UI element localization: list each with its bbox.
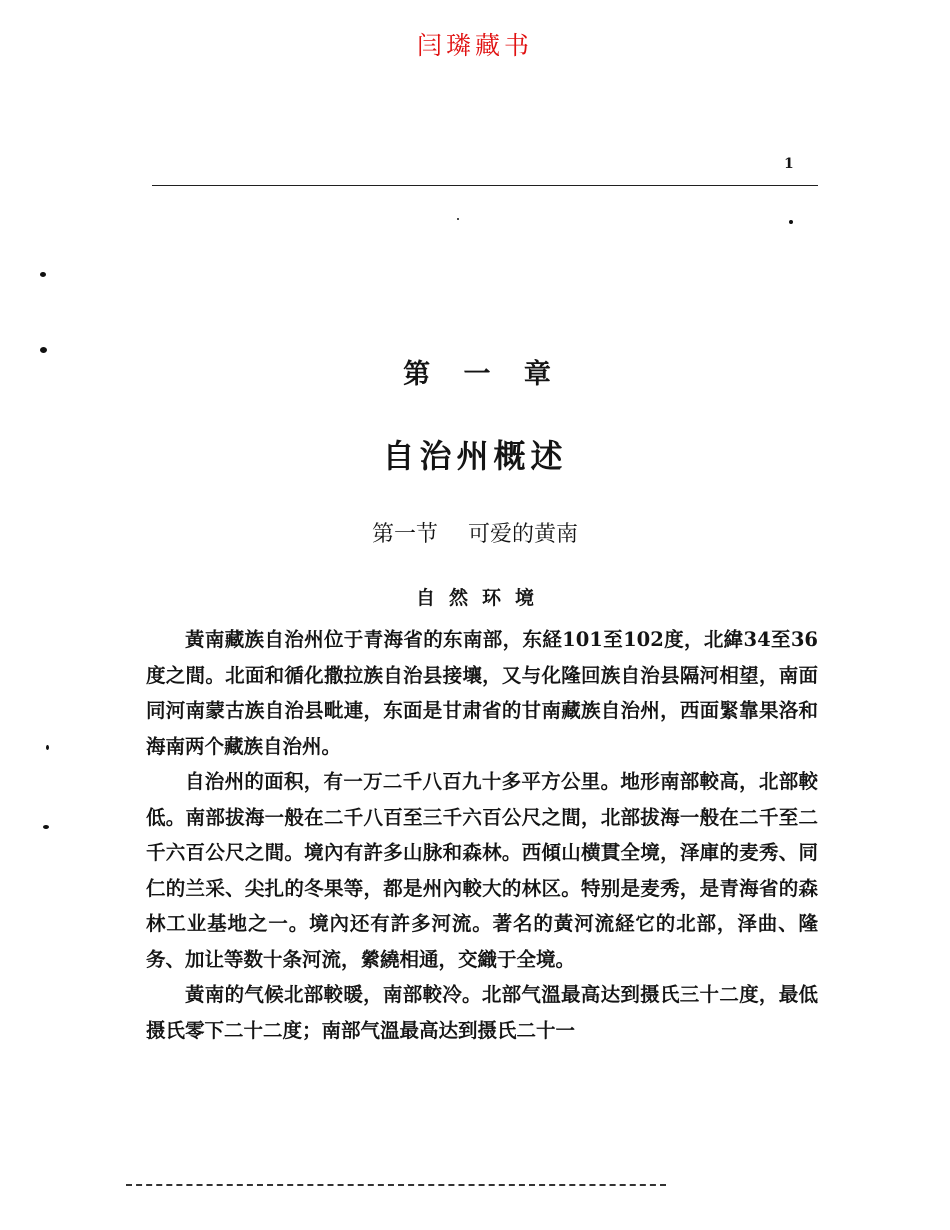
scan-speck bbox=[457, 218, 459, 220]
scan-speck bbox=[40, 347, 47, 353]
scan-speck bbox=[46, 745, 49, 750]
footer-rule bbox=[126, 1184, 666, 1186]
header-rule bbox=[152, 185, 818, 186]
paragraph: 黃南藏族自治州位于青海省的东南部，东経101至102度，北緯34至36度之間。北面和循化撒拉族自治县接壤，又与化隆回族自治县隔河相望，南面同河南蒙古族自治县毗連，东面是甘肃省的甘南藏族自治州，西面緊靠果洛和海南两个藏族自治州。 bbox=[146, 628, 818, 758]
subsection-title: 自然环境 bbox=[415, 587, 548, 609]
scan-speck bbox=[43, 825, 49, 829]
section-number: 第一节 bbox=[371, 522, 438, 547]
paragraph: 自治州的面积，有一万二千八百九十多平方公里。地形南部較高，北部較低。南部拔海一般在二千八百至三千六百公尺之間，北部拔海一般在二千至二千六百公尺之間。境內有許多山脉和森林。西傾山横貫全境，泽庫的麦秀、同仁的兰采、尖扎的冬果等，都是州內較大的林区。特别是麦秀，是青海省的森林工业基地之一。境內还有許多河流。著名的黃河流経它的北部，泽曲、隆务、加让等数十条河流，縈繞相通，交織于全境。 bbox=[146, 770, 818, 971]
paragraph: 黃南的气候北部較暖，南部較冷。北部气溫最高达到摄氏三十二度，最低摄氏零下二十二度；南部气溫最高达到摄氏二十一 bbox=[146, 983, 818, 1042]
scan-speck bbox=[789, 220, 793, 224]
page-number: 1 bbox=[784, 156, 794, 172]
chapter-title: 自治州概述 bbox=[382, 437, 568, 475]
section-heading bbox=[0, 517, 950, 548]
chapter-number: 第 一 章 bbox=[403, 359, 563, 390]
library-stamp: 闫璘藏书 bbox=[416, 31, 533, 60]
section-title: 可爱的黄南 bbox=[468, 522, 579, 547]
body-text bbox=[146, 622, 818, 1048]
scan-speck bbox=[40, 272, 46, 277]
